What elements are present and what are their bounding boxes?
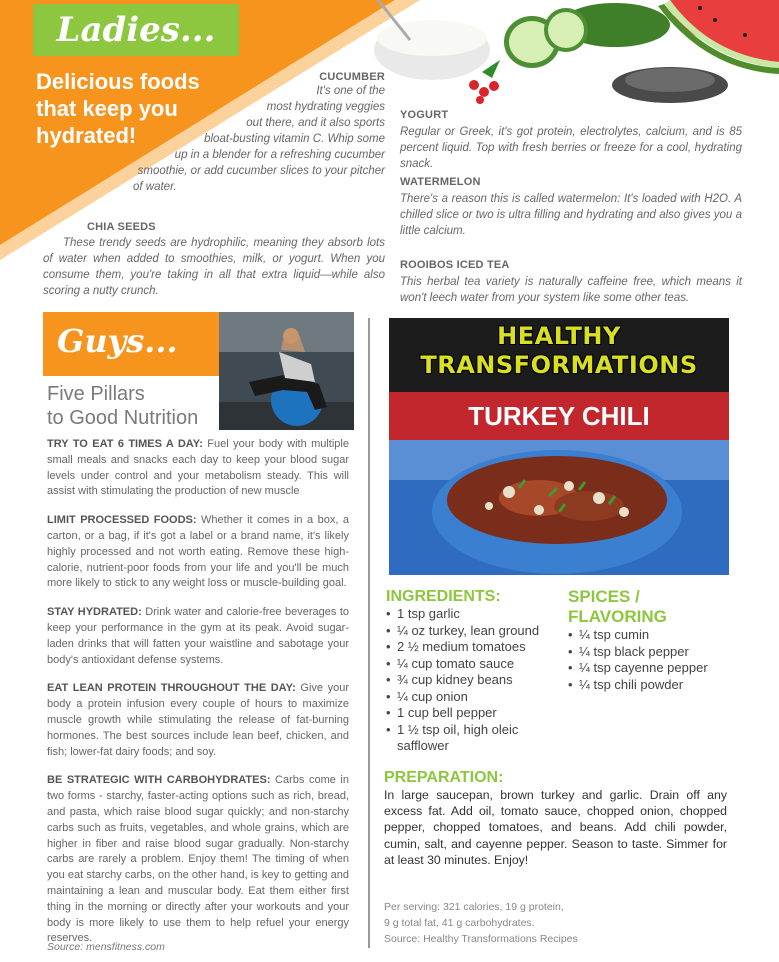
guys-heading-line: Five Pillars <box>47 383 145 405</box>
cucumber-line: of water. <box>133 181 177 193</box>
banner-line-transformations: TRANSFORMATIONS <box>420 351 698 379</box>
spices-list <box>568 627 738 693</box>
cucumber-line: most hydrating veggies <box>266 101 385 113</box>
nutrition-line: Per serving: 321 calories, 19 g protein, <box>384 901 564 913</box>
ingredients-heading: INGREDIENTS: <box>386 588 501 605</box>
pillar-lead: BE STRATEGIC WITH CARBOHYDRATES: <box>47 774 271 787</box>
pillar-text: Fuel your body with multiple small meals and snacks each day to keep your blood sugar levels under control and your metabolism steady. This will assist with stimulating the production of new muscle <box>47 438 349 498</box>
ingredient-item: • ¼ cup onion <box>386 689 561 706</box>
rooibos-section <box>400 259 742 306</box>
watermelon-section <box>400 176 742 239</box>
hydrating-foods-photo <box>370 0 779 105</box>
spices-heading-line: FLAVORING <box>568 607 667 626</box>
turkey-chili-photo <box>389 440 729 575</box>
pillar-lead: EAT LEAN PROTEIN THROUGHOUT THE DAY: <box>47 682 296 695</box>
ingredient-item: • 2 ½ medium tomatoes <box>386 639 561 656</box>
rooibos-text: This herbal tea variety is naturally caffeine free, which means it won't leech water from your system like some other teas. <box>400 276 742 304</box>
pillar-text: Give your body a protein infusion every couple of hours to maximize muscle growth while stimulating the release of fat-burning hormones. The best sources include lean beef, chicken, and fish; lower-fat dairy foods; and soy. <box>47 682 349 758</box>
watermelon-text: There's a reason this is called watermelon: It's loaded with H2O. A chilled slice or two is ultra filling and hydrating and also gives you a little calcium. <box>400 193 742 237</box>
ladies-subtitle-line: hydrated! <box>36 123 137 148</box>
pillar-lead: LIMIT PROCESSED FOODS: <box>47 514 197 527</box>
cucumber-line: It's one of the <box>316 85 385 97</box>
ingredient-item: • 1 cup bell pepper <box>386 705 561 722</box>
spice-item: • ¼ tsp black pepper <box>568 644 738 661</box>
preparation-heading: PREPARATION: <box>384 769 504 786</box>
pillar-paragraph <box>47 681 349 760</box>
ingredient-item: • 1 tsp garlic <box>386 606 561 623</box>
cucumber-line: smoothie, or add cucumber slices to your pitcher <box>137 165 385 177</box>
yogurt-text: Regular or Greek, it's got protein, electrolytes, calcium, and is 85 percent liquid. Top with fresh berries or freeze for a cool, hydrating snack. <box>400 126 742 170</box>
chia-section <box>43 221 385 299</box>
pillar-text: Whether it comes in a box, a carton, or a bag, if it's got a label or a brand name, it's likely highly processed and not worth eating. Remove these high-calorie, nutrient-poor foods from your life and you'll be much more likely to stick to any weight loss or muscle-building goal. <box>47 514 350 590</box>
ladies-subtitle-line: Delicious foods <box>36 69 200 94</box>
spices-heading-line: SPICES / <box>568 587 640 606</box>
preparation-text: In large saucepan, brown turkey and garlic. Drain off any excess fat. Add oil, tomato sauce, chopped onion, chopped pepper, chopped tomatoes, and beans. Add chili powder, cumin, salt, and cayenne pepper. Season to taste. Simmer for at least 30 minutes. Enjoy! <box>384 788 727 867</box>
pillar-paragraph <box>47 605 349 668</box>
guys-source: Source: mensfitness.com <box>47 941 165 953</box>
pillar-paragraph <box>47 773 349 947</box>
ingredient-item: • ¼ cup tomato sauce <box>386 656 561 673</box>
workout-photo <box>219 312 354 430</box>
watermelon-title: WATERMELON <box>400 176 481 188</box>
spice-item: • ¼ tsp chili powder <box>568 677 738 694</box>
cucumber-section <box>130 71 385 195</box>
pillar-lead: STAY HYDRATED: <box>47 606 142 619</box>
spices-section <box>568 587 738 693</box>
cucumber-line: bloat-busting vitamin C. Whip some <box>204 133 385 145</box>
ingredients-list <box>386 606 561 755</box>
pillar-paragraph <box>47 513 349 592</box>
recipe-source: Source: Healthy Transformations Recipes <box>384 933 578 945</box>
recipe-title: TURKEY CHILI <box>389 392 729 440</box>
cucumber-line: up in a blender for a refreshing cucumber <box>174 149 385 161</box>
guys-heading <box>47 382 198 430</box>
ladies-subtitle-line: that keep you <box>36 96 178 121</box>
preparation-section <box>384 768 727 868</box>
ladies-badge: Ladies... <box>33 4 239 56</box>
ingredients-section <box>386 587 561 755</box>
ingredient-item: • ¾ cup kidney beans <box>386 672 561 689</box>
pillar-text: Drink water and calorie-free beverages to keep your performance in the gym at its peak. Avoid sugar-laden drinks that will fatten your waistline and sabotage your body's antioxidant defense systems. <box>47 606 349 666</box>
yogurt-section <box>400 109 742 172</box>
pillar-text: Carbs come in two forms - starchy, faster-acting options such as rich, bread, and pasta, which raise blood sugar quickly; and non-starchy carbs such as fruits, vegetables, and whole grains, which are higher in fiber and raise blood sugar gradually. Non-starchy carbs are rarely a problem. Enjoy them! The timing of when you eat starchy carbs, on the other hand, is key to getting and maintaining a lean and muscular body. Eat them either first thing in the morning or directly after your workouts and your body is more likely to use them to help refuel your energy reserves. <box>47 774 349 945</box>
nutrition-section <box>384 899 727 947</box>
column-divider <box>368 318 370 948</box>
spice-item: • ¼ tsp cayenne pepper <box>568 660 738 677</box>
nutrition-line: 9 g total fat, 41 g carbohydrates. <box>384 917 535 929</box>
rooibos-title: ROOIBOS ICED TEA <box>400 259 510 271</box>
cucumber-title: CUCUMBER <box>319 71 385 83</box>
chia-title: CHIA SEEDS <box>87 221 156 233</box>
chia-text: These trendy seeds are hydrophilic, meaning they absorb lots of water when added to smoothies, milk, or yogurt. When you consume them, you're taking in all that extra liquid—while also scoring a nutty crunch. <box>43 237 385 297</box>
pillar-paragraph <box>47 437 349 500</box>
banner-line-healthy: HEALTHY <box>497 322 621 350</box>
spice-item: • ¼ tsp cumin <box>568 627 738 644</box>
ingredient-item: • ¼ oz turkey, lean ground <box>386 623 561 640</box>
guys-badge: Guys... <box>57 322 178 360</box>
ingredient-item: • 1 ½ tsp oil, high oleic safflower <box>386 722 561 755</box>
guys-heading-line: to Good Nutrition <box>47 407 199 429</box>
pillar-lead: TRY TO EAT 6 TIMES A DAY: <box>47 438 203 450</box>
pillars-list <box>47 437 349 960</box>
cucumber-line: out there, and it also sports <box>246 117 385 129</box>
yogurt-title: YOGURT <box>400 109 449 121</box>
